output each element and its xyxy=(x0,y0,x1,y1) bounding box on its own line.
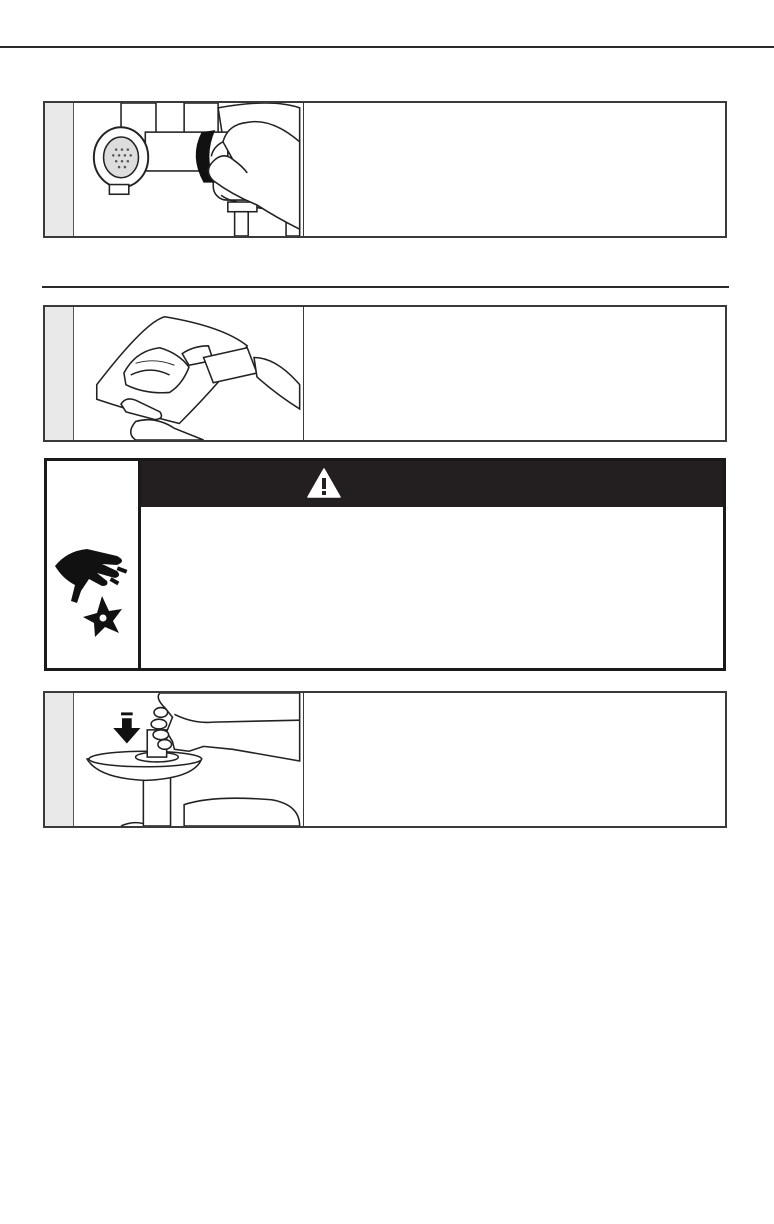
warning-box xyxy=(44,458,726,671)
cutting-board-drawing xyxy=(74,307,303,440)
section-divider xyxy=(42,286,729,288)
step-2-panel xyxy=(43,305,727,442)
step-number-column xyxy=(45,307,74,440)
warning-header xyxy=(141,461,723,507)
top-rule xyxy=(0,46,774,48)
grinder-ring-illustration xyxy=(74,103,304,236)
step-number-column xyxy=(45,103,74,236)
cutting-meat-illustration xyxy=(74,307,304,440)
step-1-panel xyxy=(43,101,727,238)
step-3-panel xyxy=(43,691,727,828)
hand-blade-hazard-icon xyxy=(47,461,138,668)
food-pusher-illustration xyxy=(74,693,304,826)
step-number-column xyxy=(45,693,74,826)
grinder-ring-drawing xyxy=(74,103,303,236)
food-pusher-drawing xyxy=(74,693,303,826)
hazard-icon-column xyxy=(47,461,141,668)
warning-triangle-icon xyxy=(306,467,342,499)
